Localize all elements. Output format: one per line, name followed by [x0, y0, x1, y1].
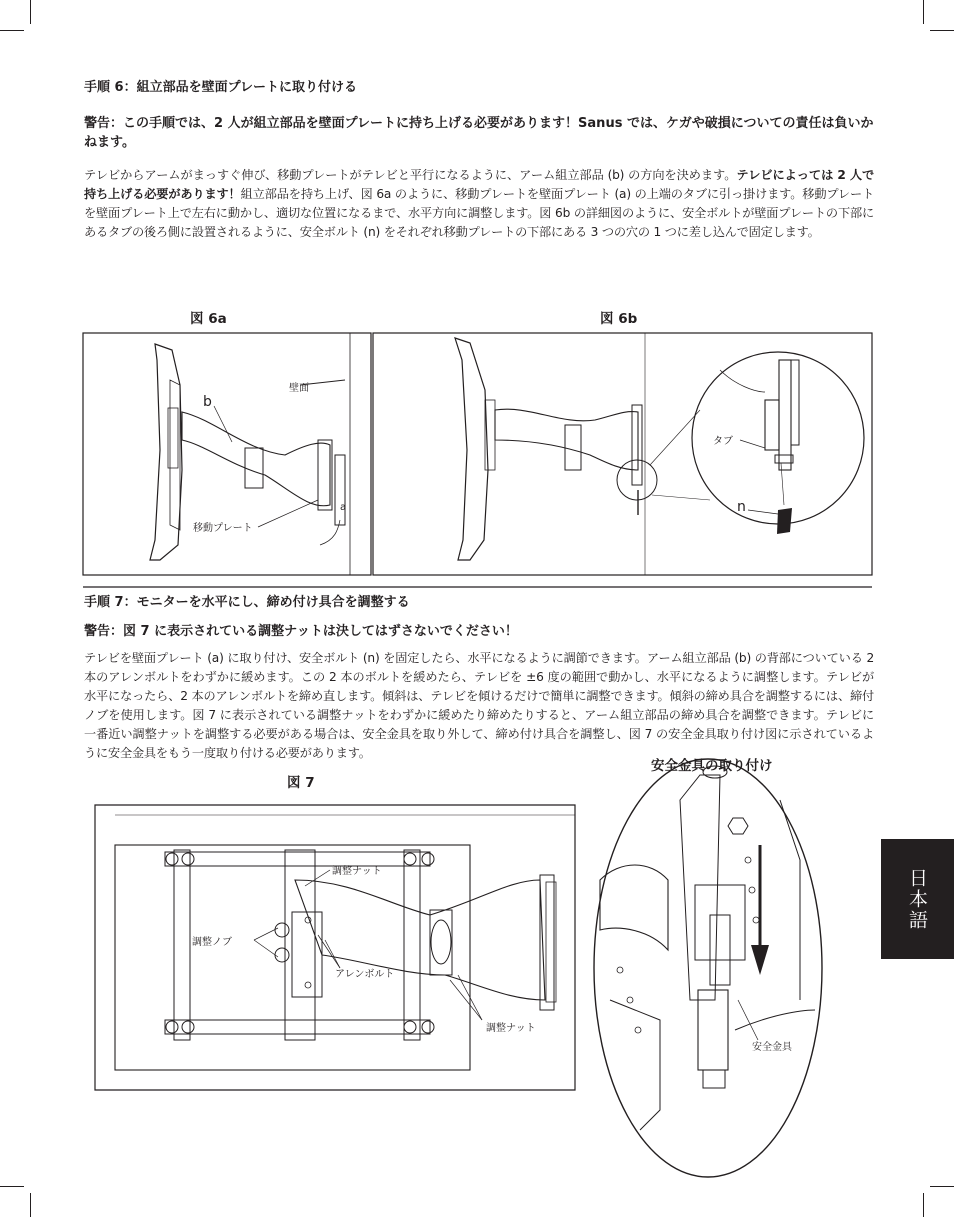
callout-n: n	[737, 499, 746, 515]
fig6b-label: 図 6b	[600, 311, 638, 327]
step7-warning: 警告：図 7 に表示されている調整ナットは決してはずさないでください！	[84, 624, 518, 639]
step6-warning: 警告：この手順では、2 人が組立部品を壁面プレートに持ち上げる必要があります！Sanus では、ケガや破損についての責任は負いかねます。	[84, 116, 874, 150]
step6-heading: 手順 6：組立部品を壁面プレートに取り付ける	[84, 80, 358, 95]
callout-moving-plate: 移動プレート	[193, 523, 253, 534]
bracket-detail-label: 安全金具の取り付け	[651, 758, 773, 774]
callout-a: a	[340, 502, 347, 513]
callout-safety-bracket: 安全金具	[752, 1042, 792, 1053]
language-tab	[881, 839, 954, 959]
fig7-label: 図 7	[287, 775, 315, 791]
language-tab-label: 日本語	[906, 867, 928, 931]
callout-adjust-nut-bottom: 調整ナット	[486, 1023, 536, 1034]
callout-adjust-knob: 調整ノブ	[192, 937, 232, 948]
step7-paragraph: テレビを壁面プレート (a) に取り付け、安全ボルト (n) を固定したら、水平になるように調節できます。アーム組立部品 (b) の背部についている 2 本のアレンボルトをわずかに緩めます。この 2 本のボルトを緩めたら、テレビを ±6 度の範囲で動かし、水平になるように調整します。テレビが水平になったら、2 本のアレンボルトを締め直します。傾斜は、テレビを傾けるだけで簡単に調整できます。傾斜の締め具合を調整するには、締付ノブを使用します。図 7 に表示されている調整ナットをわずかに緩めたり締めたりすると、アーム組立部品の締め具合を調整できます。テレビに一番近い調整ナットを調整する必要がある場合は、安全金具を取り外して、締め付け具合を調整し、図 7 の安全金具取り付け図に示されているように安全金具をもう一度取り付ける必要があります。	[84, 651, 874, 760]
step6-paragraph-b: 組立部品を持ち上げ、図 6a のように、移動プレートを壁面プレート (a) の上端のタブに引っ掛けます。移動プレートを壁面プレート上で左右に動かし、適切な位置になるまで、水平方向に調整します。図 6b の詳細図のように、安全ボルトが壁面プレートの下部にあるタブの後ろ側に設置されるように、安全ボルト (n) をそれぞれ移動プレートの下部にある 3 つの穴の 1 つに差し込んで固定します。	[84, 187, 875, 239]
step6-paragraph-a: テレビからアームがまっすぐ伸び、移動プレートがテレビと平行になるように、アーム組立部品 (b) の方向を決めます。	[84, 168, 737, 182]
callout-allen-bolt: アレンボルト	[335, 969, 395, 980]
callout-wall: 壁面	[289, 383, 309, 394]
step6-paragraph-bold: テレビによっては 2 人で持ち上げる必要があります！	[84, 168, 875, 201]
callout-adjust-nut-top: 調整ナット	[332, 866, 382, 877]
callout-tab: タブ	[713, 436, 733, 447]
fig6a-label: 図 6a	[190, 311, 227, 327]
step7-heading: 手順 7：モニターを水平にし、締め付け具合を調整する	[84, 595, 410, 610]
callout-b: b	[203, 394, 212, 410]
